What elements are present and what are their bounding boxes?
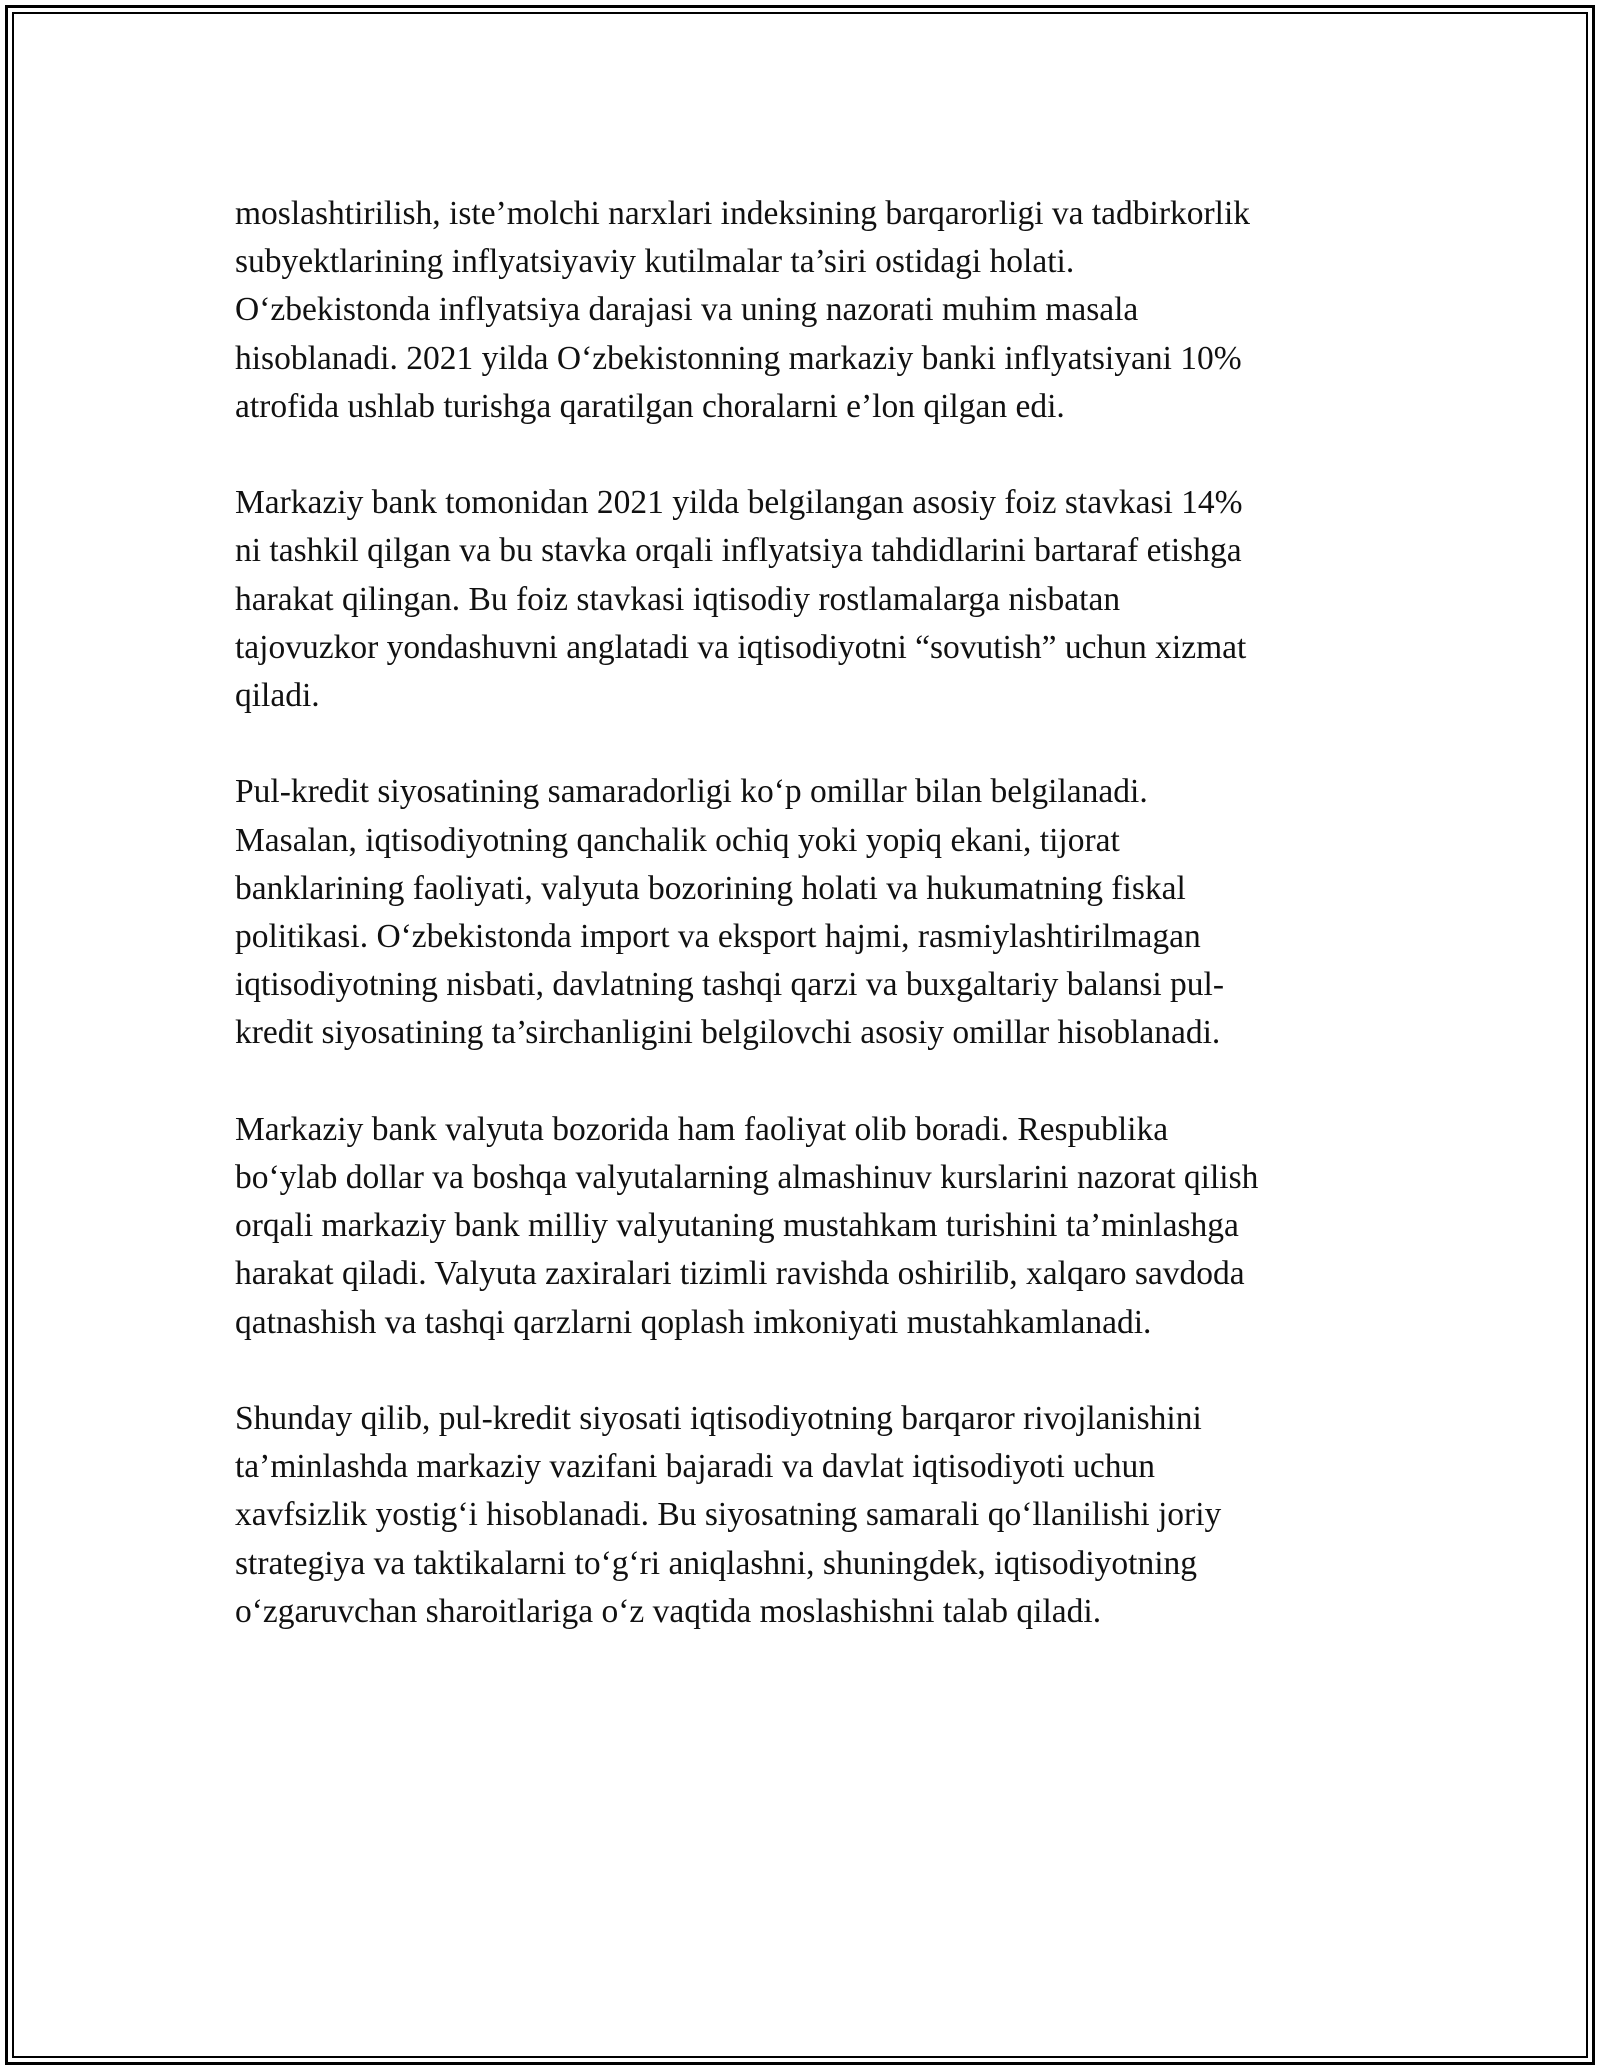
document-body [235,190,1395,1684]
text-line: xavfsizlik yostig‘i hisoblanadi. Bu siyosatning samarali qo‘llanilishi joriy [235,1496,1222,1534]
text-line: bo‘ylab dollar va boshqa valyutalarning almashinuv kurslarini nazorat qilish [235,1159,1259,1197]
text-line: strategiya va taktikalarni to‘g‘ri aniqlashni, shuningdek, iqtisodiyotning [235,1544,1198,1582]
text-line: Pul-kredit siyosatining samaradorligi ko‘p omillar bilan belgilanadi. [235,773,1148,811]
paragraph-2 [235,479,1395,720]
text-line: harakat qilingan. Bu foiz stavkasi iqtisodiy rostlamalarga nisbatan [235,580,1121,618]
text-line: qiladi. [235,677,320,715]
text-line: hisoblanadi. 2021 yilda O‘zbekistonning markaziy banki inflyatsiyani 10% [235,339,1242,377]
paragraph-4 [235,1106,1395,1347]
paragraph-3 [235,768,1395,1057]
text-line: Shunday qilib, pul-kredit siyosati iqtisodiyotning barqaror rivojlanishini [235,1400,1202,1438]
paragraph-5 [235,1395,1395,1636]
text-line: subyektlarining inflyatsiyaviy kutilmalar ta’siri ostidagi holati. [235,243,1075,281]
text-line: orqali markaziy bank milliy valyutaning mustahkam turishini ta’minlashga [235,1207,1239,1245]
text-line: Masalan, iqtisodiyotning qanchalik ochiq yoki yopiq ekani, tijorat [235,821,1120,859]
text-line: iqtisodiyotning nisbati, davlatning tashqi qarzi va buxgaltariy balansi pul- [235,966,1225,1004]
text-line: O‘zbekistonda inflyatsiya darajasi va uning nazorati muhim masala [235,291,1139,329]
text-line: harakat qiladi. Valyuta zaxiralari tizimli ravishda oshirilib, xalqaro savdoda [235,1255,1245,1293]
paragraph-1 [235,190,1395,431]
text-line: o‘zgaruvchan sharoitlariga o‘z vaqtida moslashishni talab qiladi. [235,1592,1102,1630]
text-line: atrofida ushlab turishga qaratilgan choralarni e’lon qilgan edi. [235,387,1065,425]
text-line: moslashtirilish, iste’molchi narxlari indeksining barqarorligi va tadbirkorlik [235,195,1251,232]
text-line: banklarining faoliyati, valyuta bozorining holati va hukumatning fiskal [235,869,1186,907]
text-line: Markaziy bank valyuta bozorida ham faoliyat olib boradi. Respublika [235,1110,1169,1148]
text-line: tajovuzkor yondashuvni anglatadi va iqtisodiyotni “sovutish” uchun xizmat [235,628,1247,666]
text-line: ta’minlashda markaziy vazifani bajaradi va davlat iqtisodiyoti uchun [235,1448,1156,1486]
text-line: qatnashish va tashqi qarzlarni qoplash imkoniyati mustahkamlanadi. [235,1303,1152,1341]
text-line: kredit siyosatining ta’sirchanligini belgilovchi asosiy omillar hisoblanadi. [235,1014,1221,1052]
text-line: Markaziy bank tomonidan 2021 yilda belgilangan asosiy foiz stavkasi 14% [235,484,1243,522]
text-line: ni tashkil qilgan va bu stavka orqali inflyatsiya tahdidlarini bartaraf etishga [235,532,1242,570]
text-line: politikasi. O‘zbekistonda import va eksport hajmi, rasmiylashtirilmagan [235,918,1201,956]
